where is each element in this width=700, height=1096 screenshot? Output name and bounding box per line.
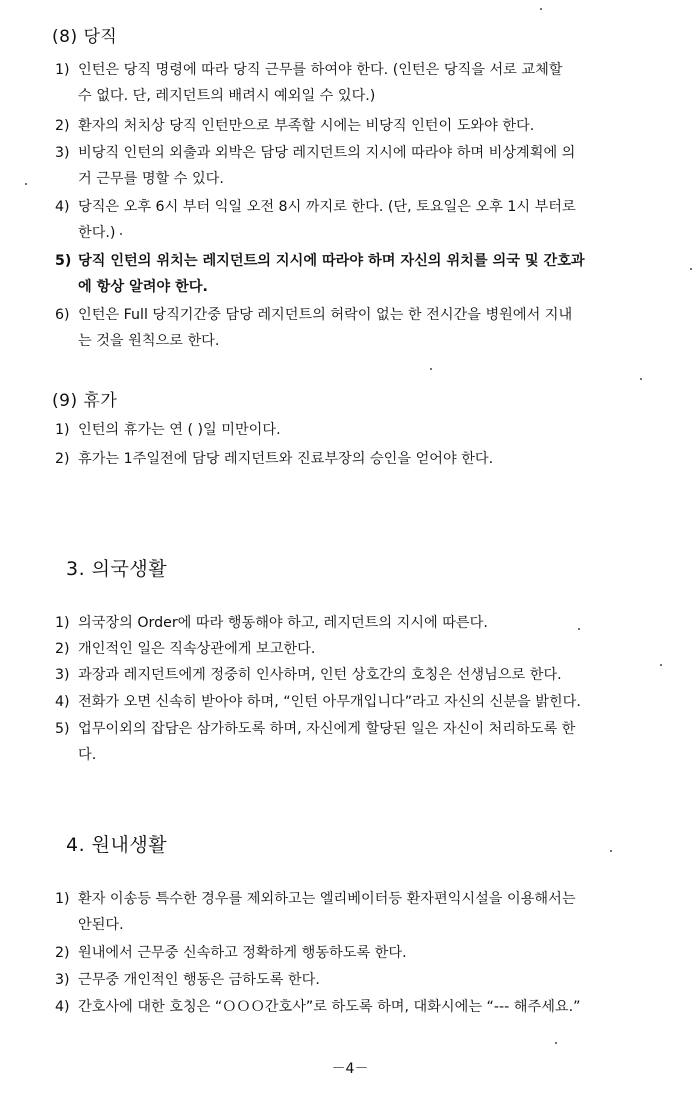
page-number: －4－ [331,1061,369,1077]
scan-speck [120,233,122,235]
section-heading-hospital-life: 4. 원내생활 [66,834,168,856]
scan-speck [430,368,432,370]
scan-speck [25,183,27,185]
list-item: 1) 인턴은 당직 명령에 따라 당직 근무를 하여야 한다. (인턴은 당직을 서로 교체할 수 없다. 단, 레지던트의 배려시 예외일 수 있다.) [55,62,563,104]
subsection-heading-vacation: (9) 휴가 [52,391,118,411]
scan-speck [540,8,542,10]
list-item: 1) 인턴의 휴가는 연 ( )일 미만이다. [55,422,281,438]
list-item: 2) 원내에서 근무중 신속하고 정확하게 행동하도록 한다. [55,945,407,961]
list-item: 1) 환자 이송등 특수한 경우를 제외하고는 엘리베이터등 환자편익시설을 이용해서는 안된다. [55,891,576,933]
scan-speck [578,628,580,630]
scan-speck [660,664,662,666]
list-item: 4) 간호사에 대한 호칭은 “ＯＯＯ간호사”로 하도록 하며, 대화시에는 “--- 해주세요.” [55,999,581,1015]
list-item: 4) 전화가 오면 신속히 받아야 하며, “인턴 아무개입니다”라고 자신의 신분을 밝힌다. [55,694,581,710]
scan-speck [690,268,692,270]
list-item: 5) 당직 인턴의 위치는 레지던트의 지시에 따라야 하며 자신의 위치를 의국 및 간호과 에 항상 알려야 한다. [55,253,585,295]
list-item: 5) 업무이외의 잡담은 삼가하도록 하며, 자신에게 할당된 일은 자신이 처리하도록 한 다. [55,721,576,763]
list-item: 2) 환자의 처치상 당직 인턴만으로 부족할 시에는 비당직 인턴이 도와야 한다. [55,118,535,134]
list-item: 3) 근무중 개인적인 행동은 금하도록 한다. [55,972,320,988]
subsection-heading-duty: (8) 당직 [52,27,118,47]
list-item: 2) 개인적인 일은 직속상관에게 보고한다. [55,641,316,657]
scan-speck [640,378,642,380]
section-heading-department-life: 3. 의국생활 [66,558,168,580]
list-item: 3) 과장과 레지던트에게 정중히 인사하며, 인턴 상호간의 호칭은 선생님으로 한다. [55,667,562,683]
list-item: 2) 휴가는 1주일전에 담당 레지던트와 진료부장의 승인을 얻어야 한다. [55,451,494,467]
list-item: 1) 의국장의 Order에 따라 행동해야 하고, 레지던트의 지시에 따른다. [55,615,488,631]
list-item: 3) 비당직 인턴의 외출과 외박은 담당 레지던트의 지시에 따라야 하며 비상계획에 의 거 근무를 명할 수 있다. [55,145,576,187]
scan-speck [555,1042,557,1044]
list-item: 6) 인턴은 Full 당직기간중 담당 레지던트의 허락이 없는 한 전시간을 병원에서 지내 는 것을 원칙으로 한다. [55,307,573,349]
list-item: 4) 당직은 오후 6시 부터 익일 오전 8시 까지로 한다. (단, 토요일은 오후 1시 부터로 한다.) [55,199,576,241]
scan-speck [610,850,612,852]
